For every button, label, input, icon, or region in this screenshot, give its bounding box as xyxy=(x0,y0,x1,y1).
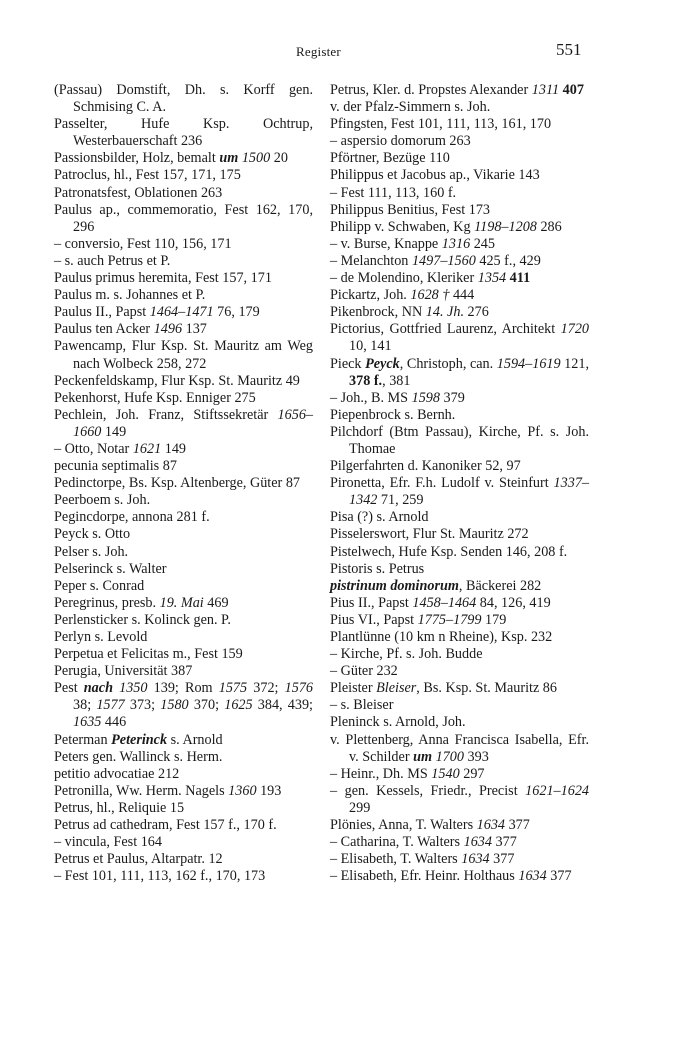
index-entry-segment: 1540 xyxy=(431,765,460,782)
index-entry-segment: 286 xyxy=(536,218,562,235)
index-entry-segment: Passelter, Hufe Ksp. Ochtrup, Westerbauerschaft 236 xyxy=(54,116,313,150)
index-entry-segment: Pisselerswort, Flur St. Mauritz 272 xyxy=(330,526,529,543)
index-entry xyxy=(330,629,589,646)
index-entry-segment: Petrus, hl., Reliquie 15 xyxy=(54,799,185,816)
index-entry xyxy=(54,167,313,184)
index-entry-segment: um xyxy=(219,150,239,167)
index-entry xyxy=(54,202,313,236)
index-entry xyxy=(330,236,589,253)
index-entry-segment: Peyck xyxy=(365,355,400,372)
index-column-right xyxy=(330,82,589,885)
index-entry-segment: Perpetua et Felicitas m., Fest 159 xyxy=(54,646,243,663)
index-entry xyxy=(330,561,589,578)
index-entry-segment: 1598 xyxy=(411,389,440,406)
index-entry-segment: 377 xyxy=(491,834,517,851)
index-entry-segment: 1575 xyxy=(218,680,248,697)
index-entry-segment: Passionsbilder, Holz, bemalt xyxy=(54,150,220,167)
index-entry-segment: Perugia, Universität 387 xyxy=(54,663,193,680)
index-entry-segment: Philippus et Jacobus ap., Vikarie 143 xyxy=(330,167,540,184)
index-entry xyxy=(330,578,589,595)
index-entry-segment: 1577 xyxy=(96,697,125,714)
index-entry-segment: , Bs. Ksp. St. Mauritz 86 xyxy=(416,680,557,697)
index-entry xyxy=(54,732,313,749)
index-entry-segment: 1621 xyxy=(132,440,162,457)
index-entry xyxy=(330,732,589,766)
index-entry xyxy=(54,338,313,372)
index-entry-segment: 411 xyxy=(509,270,531,287)
index-entry-segment: Pelser s. Joh. xyxy=(54,543,129,560)
index-entry-segment: 377 xyxy=(489,851,515,868)
index-entry-segment: Pius VI., Papst xyxy=(330,611,418,628)
index-entry xyxy=(54,578,313,595)
index-entry-segment: Peters gen. Wallinck s. Herm. xyxy=(54,748,223,765)
index-entry-segment: – v. Burse, Knappe xyxy=(330,235,442,252)
index-entry-segment: 14. Jh. xyxy=(425,304,464,321)
index-entry-segment: pistrinum dominorum xyxy=(330,577,459,594)
index-entry xyxy=(330,766,589,783)
index-entry-segment: Peper s. Conrad xyxy=(54,577,145,594)
index-entry xyxy=(330,390,589,407)
index-entry xyxy=(330,509,589,526)
index-entry-segment: 1198–1208 xyxy=(474,218,537,235)
index-entry-segment: Pikenbrock, NN xyxy=(330,304,426,321)
index-entry-segment: Pleninck s. Arnold, Joh. xyxy=(330,714,466,731)
index-entry-segment: Patroclus, hl., Fest 157, 171, 175 xyxy=(54,167,241,184)
index-entry-segment: Pius II., Papst xyxy=(330,594,413,611)
index-entry-segment: 1634 xyxy=(463,834,492,851)
index-entry-segment: Pilchdorf (Btm Passau), Kirche, Pf. s. Joh. Thomae xyxy=(330,423,589,457)
index-entry xyxy=(330,253,589,270)
index-entry-segment: Paulus II., Papst xyxy=(54,304,150,321)
index-entry xyxy=(54,663,313,680)
index-entry-segment: 1625 xyxy=(224,697,253,714)
index-entry xyxy=(330,270,589,287)
index-entry xyxy=(54,595,313,612)
index-entry-segment: 1458–1464 xyxy=(412,594,477,611)
index-entry-segment: 1311 xyxy=(531,82,560,98)
index-entry-segment: Paulus m. s. Johannes et P. xyxy=(54,287,206,304)
index-entry-segment: 297 xyxy=(459,765,485,782)
index-entry-segment: 372; xyxy=(247,680,285,697)
index-entry-segment: um xyxy=(413,748,433,765)
index-entry xyxy=(330,680,589,697)
index-entry xyxy=(330,868,589,885)
index-entry-segment: Pistoris s. Petrus xyxy=(330,560,425,577)
index-entry xyxy=(54,749,313,766)
running-head: Register xyxy=(296,44,341,59)
index-entry-segment: 1656–1660 xyxy=(73,406,313,440)
index-entry xyxy=(330,697,589,714)
index-entry-segment: 1775–1799 xyxy=(417,611,482,628)
index-entry xyxy=(330,304,589,321)
index-entry-segment: Pieck xyxy=(330,355,366,372)
index-entry-segment: – Fest 101, 111, 113, 162 f., 170, 173 xyxy=(54,868,266,885)
index-entry-segment: 1500 xyxy=(241,150,271,167)
index-entry-segment: 149 xyxy=(101,423,127,440)
index-entry-segment: – Kirche, Pf. s. Joh. Budde xyxy=(330,646,483,663)
index-entry-segment: Peregrinus, presb. xyxy=(54,594,160,611)
index-entry-segment: 20 xyxy=(270,150,288,167)
index-entry-segment: – Catharina, T. Walters xyxy=(330,834,464,851)
index-entry-segment: 139; Rom xyxy=(147,680,219,697)
index-entry xyxy=(54,561,313,578)
index-entry-segment: Petrus ad cathedram, Fest 157 f., 170 f. xyxy=(54,817,277,834)
index-entry-segment: – Melanchton xyxy=(330,252,412,269)
index-entry-segment: 1316 xyxy=(441,235,471,252)
index-entry-segment: 444 xyxy=(452,287,475,304)
index-entry-segment: 121, xyxy=(560,355,590,372)
index-entry-segment: 1720 xyxy=(560,321,589,338)
index-entry xyxy=(330,526,589,543)
index-entry-segment: Peyck s. Otto xyxy=(54,526,131,543)
index-entry xyxy=(330,321,589,355)
index-entry xyxy=(54,116,313,150)
index-entry-segment: Philippus Benitius, Fest 173 xyxy=(330,201,491,218)
index-entry xyxy=(54,458,313,475)
index-entry-segment: , Bäckerei 282 xyxy=(458,577,542,594)
index-entry xyxy=(54,851,313,868)
index-entry-segment: , 381 xyxy=(382,372,411,389)
index-entry xyxy=(54,629,313,646)
index-entry-segment: Paulus ten Acker xyxy=(54,321,154,338)
index-entry-segment: – gen. Kessels, Friedr., Precist xyxy=(330,782,526,799)
index-entry-segment: 1634 xyxy=(461,851,490,868)
index-entry xyxy=(54,612,313,629)
index-entry xyxy=(54,270,313,287)
index-entry xyxy=(330,851,589,868)
index-entry xyxy=(54,783,313,800)
index-entry-segment: 71, 259 xyxy=(377,492,424,509)
index-entry-segment: 137 xyxy=(182,321,207,338)
index-entry-segment: Peerboem s. Joh. xyxy=(54,492,151,509)
index-entry xyxy=(330,99,589,116)
index-entry-segment: 1354 xyxy=(477,270,507,287)
index-entry-segment: 1700 xyxy=(435,748,464,765)
index-entry-segment: – aspersio domorum 263 xyxy=(330,133,471,150)
index-entry-segment: – Güter 232 xyxy=(330,663,398,680)
index-entry-segment: 1628 † xyxy=(410,287,453,304)
index-entry xyxy=(330,202,589,219)
index-entry xyxy=(330,834,589,851)
index-entry xyxy=(54,441,313,458)
index-entry-segment: 377 xyxy=(505,817,530,834)
index-entry-segment: Perlyn s. Levold xyxy=(54,629,148,645)
index-entry-segment: Pechlein, Joh. Franz, Stiftssekretär xyxy=(54,406,278,423)
index-entry-segment: Bleiser xyxy=(376,680,417,697)
index-entry-segment: Pawencamp, Flur Ksp. St. Mauritz am Weg nach Wolbeck 258, 272 xyxy=(54,338,313,372)
index-entry-segment: Pisa (?) s. Arnold xyxy=(330,509,429,526)
index-entry xyxy=(330,133,589,150)
index-entry-segment: Peterman xyxy=(54,731,112,748)
index-entry-segment: – Fest 111, 113, 160 f. xyxy=(330,184,457,201)
index-entry-segment: 1496 xyxy=(153,321,183,338)
index-entry-segment: petitio advocatiae 212 xyxy=(54,765,180,782)
index-entry-segment: Pförtner, Bezüge 110 xyxy=(330,150,450,167)
index-entry-segment: Pistelwech, Hufe Ksp. Senden 146, 208 f. xyxy=(330,543,568,560)
index-entry-segment: 245 xyxy=(470,235,495,252)
index-entry xyxy=(54,509,313,526)
index-entry xyxy=(330,356,589,390)
index-entry xyxy=(54,492,313,509)
index-column-left xyxy=(54,82,313,885)
index-entry xyxy=(54,304,313,321)
index-entry xyxy=(54,817,313,834)
index-entry-segment: 1635 xyxy=(73,714,102,731)
index-entry-segment: 370; xyxy=(188,697,225,714)
index-entry xyxy=(54,834,313,851)
index-entry-segment: – Otto, Notar xyxy=(54,440,133,457)
index-entry-segment: 1464–1471 xyxy=(149,304,214,321)
index-entry xyxy=(330,287,589,304)
index-entry-segment: 384, 439; xyxy=(252,697,313,714)
index-entry-segment: Pegincdorpe, annona 281 f. xyxy=(54,509,210,526)
index-entry-segment: 469 xyxy=(203,594,229,611)
index-entry-segment: Perlensticker s. Kolinck gen. P. xyxy=(54,611,231,628)
index-entry-segment: Petrus et Paulus, Altarpatr. 12 xyxy=(54,851,223,868)
index-entry-segment: 193 xyxy=(256,782,282,799)
index-entry xyxy=(330,663,589,680)
index-entry-segment: 1497–1560 xyxy=(411,252,476,269)
index-entry-segment: Pictorius, Gottfried Laurenz, Architekt xyxy=(330,321,561,338)
index-entry-segment: Peterinck xyxy=(111,731,168,748)
index-entry-segment: 1576 xyxy=(284,680,313,697)
index-entry xyxy=(330,817,589,834)
index-entry xyxy=(54,150,313,167)
index-entry-segment: – Joh., B. MS xyxy=(330,389,412,406)
index-entry xyxy=(54,680,313,731)
index-entry-segment: s. Arnold xyxy=(167,731,223,748)
index-entry-segment: Pest xyxy=(54,680,84,697)
index-entry-segment: 446 xyxy=(101,714,127,731)
index-entry xyxy=(54,236,313,253)
index-entry xyxy=(54,373,313,390)
index-entry-segment: 179 xyxy=(481,611,507,628)
index-entry-segment: (Passau) Domstift, Dh. s. Korff gen. Schmising C. A. xyxy=(54,82,313,116)
index-entry xyxy=(330,116,589,133)
index-entry-segment: – vincula, Fest 164 xyxy=(54,834,162,851)
index-entry-segment: 299 xyxy=(349,799,371,816)
index-entry xyxy=(330,475,589,509)
index-entry-segment: 38; xyxy=(73,697,97,714)
index-entry-segment: nach xyxy=(83,680,113,697)
index-entry-segment: – conversio, Fest 110, 156, 171 xyxy=(54,235,232,252)
index-entry-segment: 1350 xyxy=(119,680,148,697)
index-entry-segment: 276 xyxy=(464,304,489,321)
index-entry-segment: Patronatsfest, Oblationen 263 xyxy=(54,184,223,201)
index-entry-segment: 19. Mai xyxy=(159,594,204,611)
index-entry-segment: 373; xyxy=(124,697,161,714)
page-number: 551 xyxy=(556,40,582,59)
index-entry-segment: 1360 xyxy=(228,782,257,799)
index-entry-segment: Plantlünne (10 km n Rheine), Ksp. 232 xyxy=(330,629,553,645)
index-entry-segment: 1580 xyxy=(160,697,189,714)
index-entry-segment: Pedinctorpe, Bs. Ksp. Altenberge, Güter 87 xyxy=(54,475,301,492)
index-entry-segment: Piepenbrock s. Bernh. xyxy=(330,406,456,423)
index-entry-segment: Pelserinck s. Walter xyxy=(54,560,167,577)
index-entry-segment: 1337–1342 xyxy=(349,475,589,509)
index-entry-segment: Pleister xyxy=(330,680,377,697)
index-entry-segment: v. Plettenberg, Anna Francisca Isabella, Efr. v. Schilder xyxy=(330,731,589,765)
index-entry xyxy=(330,646,589,663)
index-entry xyxy=(330,82,589,99)
index-entry-segment: 379 xyxy=(439,389,465,406)
index-entry-segment: 407 xyxy=(562,82,584,98)
index-entry-segment: 377 xyxy=(546,868,572,885)
index-entry-segment: Plönies, Anna, T. Walters xyxy=(330,817,477,834)
index-entry-segment: – s. Bleiser xyxy=(330,697,394,714)
index-entry-segment: 149 xyxy=(161,440,187,457)
index-entry xyxy=(54,390,313,407)
index-entry xyxy=(54,475,313,492)
index-entry-segment: 1594–1619 xyxy=(496,355,561,372)
index-entry xyxy=(54,800,313,817)
index-entry-segment: – s. auch Petrus et P. xyxy=(54,252,171,269)
index-entry-segment: 76, 179 xyxy=(213,304,260,321)
index-entry-segment: Petrus, Kler. d. Propstes Alexander xyxy=(330,82,532,98)
index-entry-segment: 1621–1624 xyxy=(525,782,589,799)
index-entry-segment: v. der Pfalz-Simmern s. Joh. xyxy=(330,99,491,116)
index-entry-segment: 84, 126, 419 xyxy=(476,594,551,611)
index-entry-segment: – Elisabeth, Efr. Heinr. Holthaus xyxy=(330,868,519,885)
index-entry-segment: 1634 xyxy=(476,817,506,834)
index-entry xyxy=(330,167,589,184)
index-entry xyxy=(54,407,313,441)
index-entry xyxy=(330,219,589,236)
index-entry xyxy=(54,185,313,202)
index-entry xyxy=(330,150,589,167)
index-entry xyxy=(330,458,589,475)
index-entry xyxy=(330,544,589,561)
index-entry-segment: Pfingsten, Fest 101, 111, 113, 161, 170 xyxy=(330,116,552,133)
index-entry-segment: Petronilla, Ww. Herm. Nagels xyxy=(54,782,229,799)
index-entry xyxy=(54,321,313,338)
index-entry xyxy=(330,424,589,458)
index-entry xyxy=(330,714,589,731)
index-entry xyxy=(330,407,589,424)
index-entry-segment: Peckenfeldskamp, Flur Ksp. St. Mauritz 49 xyxy=(54,372,300,389)
index-entry-segment: Paulus primus heremita, Fest 157, 171 xyxy=(54,270,272,287)
index-entry xyxy=(54,287,313,304)
index-entry-segment: 393 xyxy=(463,748,489,765)
index-entry-segment: Pilgerfahrten d. Kanoniker 52, 97 xyxy=(330,458,521,475)
index-entry xyxy=(330,185,589,202)
index-entry xyxy=(54,766,313,783)
index-entry xyxy=(330,595,589,612)
index-entry xyxy=(330,783,589,817)
index-entry xyxy=(54,868,313,885)
index-entry-segment: – de Molendino, Kleriker xyxy=(330,270,478,287)
index-entry xyxy=(54,526,313,543)
index-entry-segment: Pekenhorst, Hufe Ksp. Enniger 275 xyxy=(54,389,256,406)
index-entry-segment: 425 f., 429 xyxy=(475,252,541,269)
index-entry-segment: pecunia septimalis 87 xyxy=(54,458,177,475)
index-entry xyxy=(54,82,313,116)
index-entry-segment: Pickartz, Joh. xyxy=(330,287,411,304)
index-entry-segment: , Christoph, can. xyxy=(399,355,497,372)
index-entry-segment: – Elisabeth, T. Walters xyxy=(330,851,462,868)
index-entry-segment: Philipp v. Schwaben, Kg xyxy=(330,218,475,235)
index-entry-segment: 378 f. xyxy=(349,372,383,389)
index-entry xyxy=(54,544,313,561)
index-entry-segment: Pironetta, Efr. F.h. Ludolf v. Steinfurt xyxy=(330,475,554,492)
index-entry-segment: Paulus ap., commemoratio, Fest 162, 170, 296 xyxy=(54,201,313,235)
index-entry-segment: 10, 141 xyxy=(349,338,392,355)
index-entry xyxy=(54,646,313,663)
index-entry xyxy=(54,253,313,270)
index-entry-segment: 1634 xyxy=(518,868,547,885)
index-entry-segment: – Heinr., Dh. MS xyxy=(330,765,432,782)
index-entry xyxy=(330,612,589,629)
